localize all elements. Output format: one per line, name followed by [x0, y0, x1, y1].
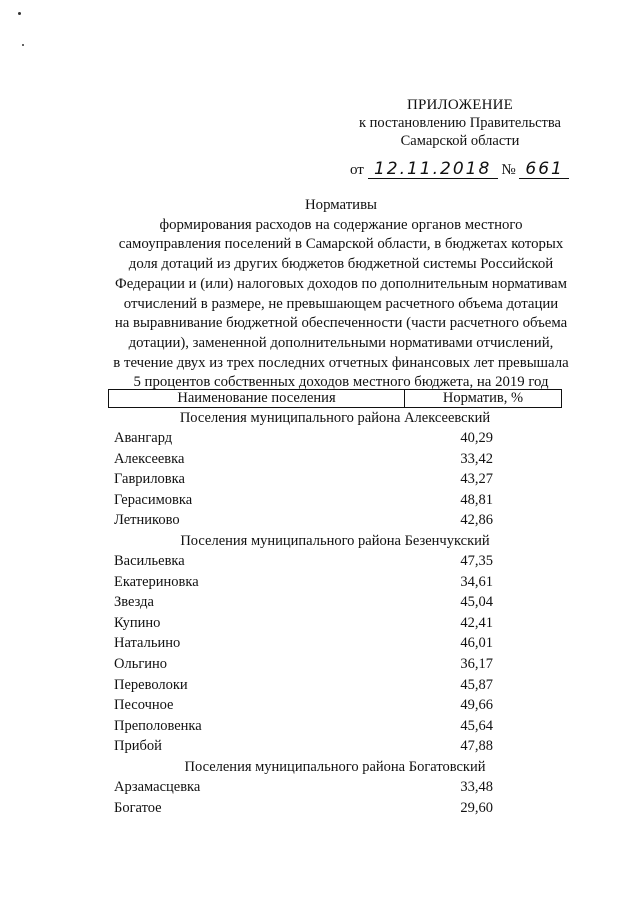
norm-value: 47,88 [460, 738, 493, 755]
title-line: отчислений в размере, не превышающем расчетного объема дотации [123, 295, 559, 312]
title-line: доля дотаций из других бюджетов бюджетной системы Российской [128, 256, 554, 273]
norm-value: 29,60 [460, 799, 493, 816]
title-line: самоуправления поселений в Самарской области, в бюджетах которых [118, 236, 564, 253]
decree-dateline [350, 160, 569, 179]
norm-value: 46,01 [460, 635, 493, 652]
table-row [108, 613, 562, 634]
settlement-name: Екатериновка [114, 573, 199, 590]
settlement-name: Песочное [114, 697, 174, 714]
title-line: Федерации и (или) налоговых доходов по дополнительным нормативам [115, 275, 567, 292]
handwritten-date: 12.11.2018 [368, 160, 498, 179]
handwritten-number: 661 [519, 160, 569, 179]
norm-value: 42,86 [460, 512, 493, 529]
appendix-block [330, 96, 590, 150]
settlement-name: Богатое [114, 799, 162, 816]
table-row [108, 736, 562, 757]
table-header [108, 389, 562, 408]
norm-value: 43,27 [460, 471, 493, 488]
header-norm-percent: Норматив, % [442, 390, 524, 406]
district-heading: Поселения муниципального района Безенчукский [180, 532, 490, 549]
table-row [108, 428, 562, 449]
settlement-name: Прибой [114, 738, 162, 755]
norm-value: 33,48 [460, 778, 493, 795]
appendix-line-3: Самарской области [400, 133, 520, 149]
settlement-name: Переволоки [114, 676, 188, 693]
header-settlement-name: Наименование поселения [109, 390, 405, 407]
district-heading: Поселения муниципального района Богатовский [184, 758, 486, 775]
norm-value: 40,29 [460, 430, 493, 446]
table-row [108, 490, 562, 511]
table-row [108, 449, 562, 470]
norm-value: 45,87 [460, 676, 493, 693]
title-line: формирования расходов на содержание органов местного [159, 216, 523, 233]
settlement-name: Авангард [114, 430, 173, 446]
district-heading: Поселения муниципального района Алексеевский [179, 410, 491, 426]
title-heading: Нормативы [304, 197, 378, 213]
norms-table [108, 389, 562, 818]
appendix-heading: ПРИЛОЖЕНИЕ [406, 97, 514, 113]
table-row [108, 572, 562, 593]
number-label: № [501, 162, 516, 178]
scan-speck [22, 44, 24, 46]
date-prefix: от [350, 162, 364, 178]
norm-value: 47,35 [460, 552, 493, 569]
title-line: 5 процентов собственных доходов местного бюджета, на 2019 год [133, 374, 549, 391]
settlement-name: Летниково [114, 512, 180, 529]
table-row [108, 695, 562, 716]
table-row [108, 469, 562, 490]
settlement-name: Васильевка [114, 552, 185, 569]
norm-value: 45,64 [460, 717, 493, 734]
norm-value: 42,41 [460, 614, 493, 631]
norm-value: 48,81 [460, 491, 493, 508]
table-row [108, 716, 562, 737]
scan-speck [18, 12, 21, 15]
title-line: в течение двух из трех последних отчетных финансовых лет превышала [113, 354, 569, 371]
norm-value: 49,66 [460, 697, 493, 714]
norm-value: 45,04 [460, 594, 493, 611]
table-row [108, 675, 562, 696]
table-row [108, 510, 562, 531]
table-row [108, 633, 562, 654]
title-line: дотации), замененной дополнительными нормативами отчислений, [128, 334, 554, 351]
table-row [108, 777, 562, 798]
settlement-name: Звезда [114, 594, 154, 611]
table-row [108, 592, 562, 613]
settlement-name: Преполовенка [114, 717, 202, 734]
settlement-name: Алексеевка [114, 450, 185, 467]
settlement-name: Натальино [114, 635, 181, 652]
settlement-name: Гавриловка [114, 471, 185, 488]
settlement-name: Арзамасцевка [114, 778, 201, 795]
title-line: на выравнивание бюджетной обеспеченности (части расчетного объема [114, 315, 568, 332]
norm-value: 33,42 [460, 450, 493, 467]
table-row [108, 798, 562, 819]
appendix-line-2: к постановлению Правительства [359, 115, 561, 131]
settlement-name: Герасимовка [114, 491, 193, 508]
table-row [108, 551, 562, 572]
settlement-name: Ольгино [114, 655, 168, 672]
norm-value: 36,17 [460, 655, 493, 672]
table-row [108, 654, 562, 675]
settlement-name: Купино [114, 614, 161, 631]
document-title [100, 196, 582, 393]
norm-value: 34,61 [460, 573, 493, 590]
